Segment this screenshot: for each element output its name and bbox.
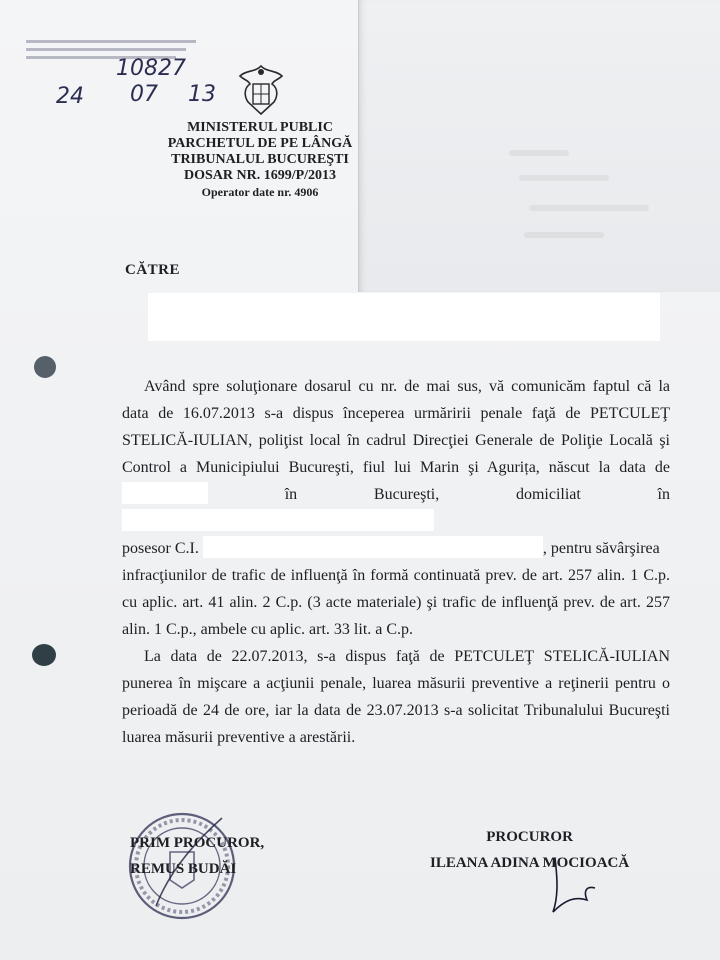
text-fragment: , pentru săvârşirea: [542, 540, 660, 557]
text-line: luarea măsurii preventive a arestării.: [122, 729, 356, 746]
paragraph-2: [122, 643, 670, 751]
registration-year: 13: [188, 82, 216, 107]
text-line: cu aplic. art. 41 alin. 2 C.p. (3 acte materiale) şi trafic de influenţă prev. de art. 257: [122, 594, 670, 611]
underlying-sheet: [358, 0, 720, 292]
text-line: Control a Municipiului Bucureşti, fiul lui Marin şi Agurița, născut la data de: [122, 459, 670, 476]
signatory-title: PRIM PROCUROR,: [130, 835, 265, 851]
institution-header: [140, 120, 380, 200]
case-number: DOSAR NR. 1699/P/2013: [183, 168, 337, 183]
paragraph-1: [122, 373, 670, 643]
text-line: infracţiunilor de trafic de influenţă în formă continuată prev. de art. 257 alin. 1 C.p.: [122, 567, 670, 584]
text-line: STELICĂ-IULIAN, poliţist local în cadrul Direcţiei Generale de Poliţie Locală şi: [122, 432, 670, 449]
text-fragment: posesor C.I.: [122, 540, 199, 557]
ink-blot: [34, 356, 56, 378]
registration-stamp: [18, 30, 216, 112]
operator-number: Operator date nr. 4906: [201, 185, 319, 199]
text-line: punerea în mişcare a acţiunii penale, luarea măsurii preventive a reţinerii pentru o: [122, 675, 670, 692]
redacted-recipient: [148, 293, 660, 341]
text-line: La data de 22.07.2013, s-a dispus faţă de PETCULEŢ STELICĂ-IULIAN: [144, 648, 670, 665]
text-line: alin. 1 C.p., ambele cu aplic. art. 33 lit. a C.p.: [122, 621, 414, 638]
ink-blot: [32, 644, 56, 666]
signature-block-chief-prosecutor: [130, 830, 264, 882]
signatory-name: REMUS BUDĂI: [130, 861, 237, 877]
redacted-birthdate: [122, 482, 208, 504]
header-line: MINISTERUL PUBLIC: [187, 120, 333, 135]
header-line: TRIBUNALUL BUCUREŞTI: [171, 152, 349, 167]
handwritten-signature: [535, 850, 615, 920]
registration-day: 24: [56, 84, 84, 109]
redacted-id: [203, 536, 543, 558]
recipient-label: CĂTRE: [125, 262, 181, 278]
coat-of-arms-icon: [236, 62, 286, 118]
registration-number: 10827: [116, 56, 186, 81]
text-line: data de 16.07.2013 s-a dispus începerea urmăririi penale faţă de PETCULEŢ: [122, 405, 670, 422]
text-line: [122, 481, 670, 535]
signatory-name: ILEANA ADINA MOCIOACĂ: [430, 855, 630, 871]
redacted-address: [122, 509, 434, 531]
text-fragment: în Bucureşti, domiciliat în: [284, 486, 670, 503]
signatory-title: PROCUROR: [486, 829, 573, 845]
text-line: Având spre soluţionare dosarul cu nr. de mai sus, vă comunicăm faptul că la: [144, 378, 670, 395]
text-line: perioadă de 24 de ore, iar la data de 23.07.2013 s-a solicitat Tribunalului Bucureşti: [122, 702, 670, 719]
registration-month: 07: [130, 82, 158, 107]
text-line: [122, 535, 670, 562]
header-line: PARCHETUL DE PE LÂNGĂ: [167, 136, 353, 151]
